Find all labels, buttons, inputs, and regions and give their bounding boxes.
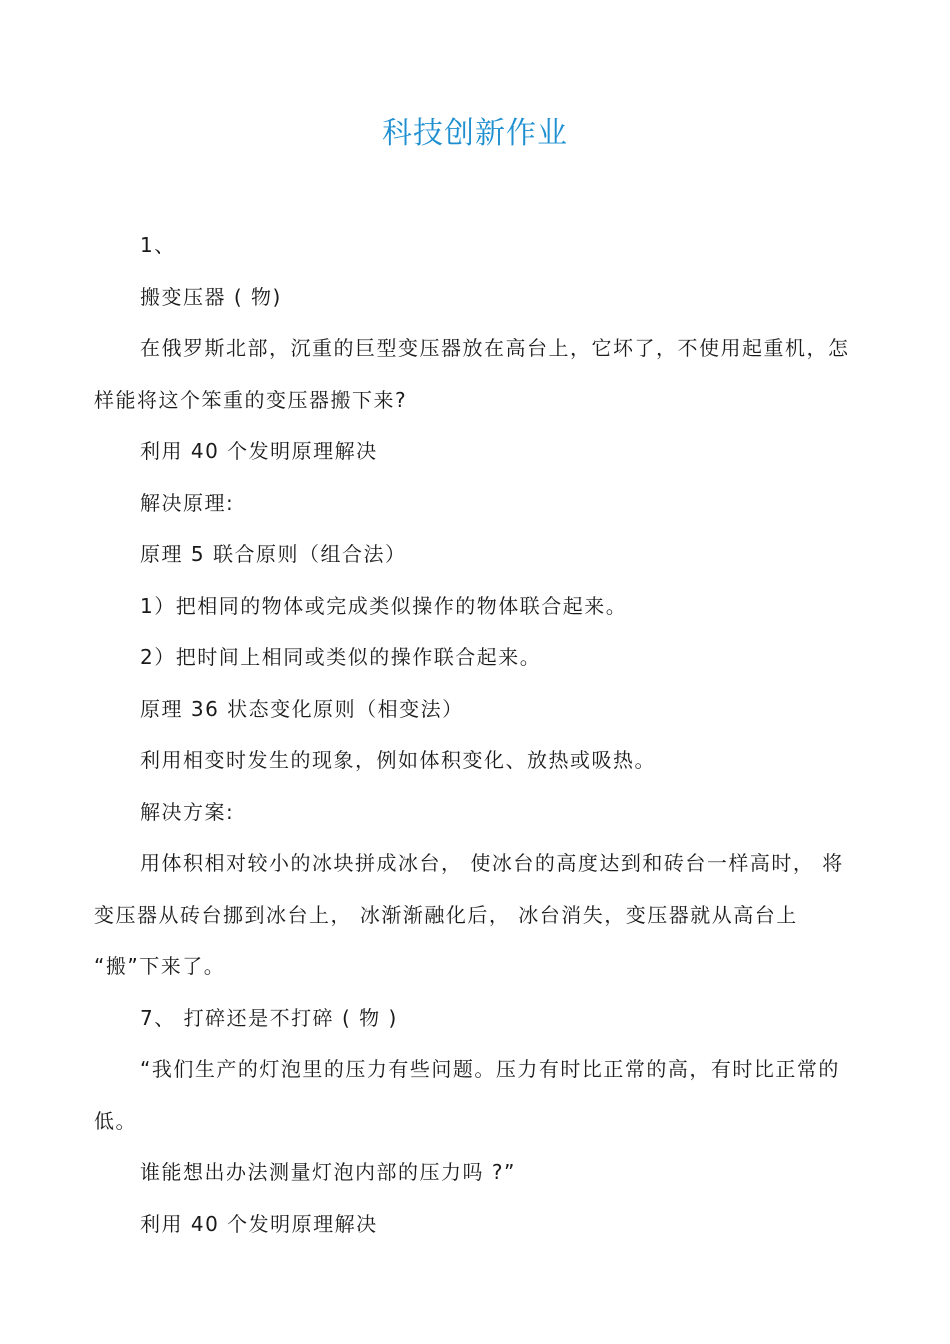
paragraph-2: 搬变压器 ( 物): [140, 284, 282, 309]
paragraph-1: 1、: [140, 233, 176, 257]
paragraph-8: 2）把时间上相同或类似的操作联合起来。: [140, 645, 542, 669]
paragraph-9: 原理 36 状态变化原则（相变法）: [140, 696, 464, 721]
paragraph-12: 用体积相对较小的冰块拼成冰台， 使冰台的高度达到和砖台一样高时， 将变压器从砖台挪到冰台上， 冰渐渐融化后， 冰台消失，变压器就从高台上 “搬”下来了。: [94, 851, 844, 978]
paragraph-15: 谁能想出办法测量灯泡内部的压力吗 ?”: [140, 1160, 516, 1184]
document-title: 科技创新作业: [382, 116, 568, 151]
paragraph-7: 1）把相同的物体或完成类似操作的物体联合起来。: [140, 593, 628, 618]
paragraph-4: 利用 40 个发明原理解决: [140, 439, 378, 463]
document-body: [94, 220, 858, 1250]
paragraph-14: “我们生产的灯泡里的压力有些问题。压力有时比正常的高，有时比正常的低。: [94, 1057, 840, 1133]
paragraph-10: 利用相变时发生的现象，例如体积变化、放热或吸热。: [140, 748, 656, 772]
paragraph-3: 在俄罗斯北部，沉重的巨型变压器放在高台上，它坏了，不使用起重机，怎样能将这个笨重的变压器搬下来?: [94, 336, 850, 412]
paragraph-5: 解决原理:: [140, 490, 235, 515]
paragraph-11: 解决方案:: [140, 799, 235, 824]
paragraph-16: 利用 40 个发明原理解决: [140, 1211, 378, 1236]
paragraph-6: 原理 5 联合原则（组合法）: [140, 542, 407, 566]
paragraph-13: 7、 打碎还是不打碎 ( 物 ): [140, 1005, 398, 1030]
